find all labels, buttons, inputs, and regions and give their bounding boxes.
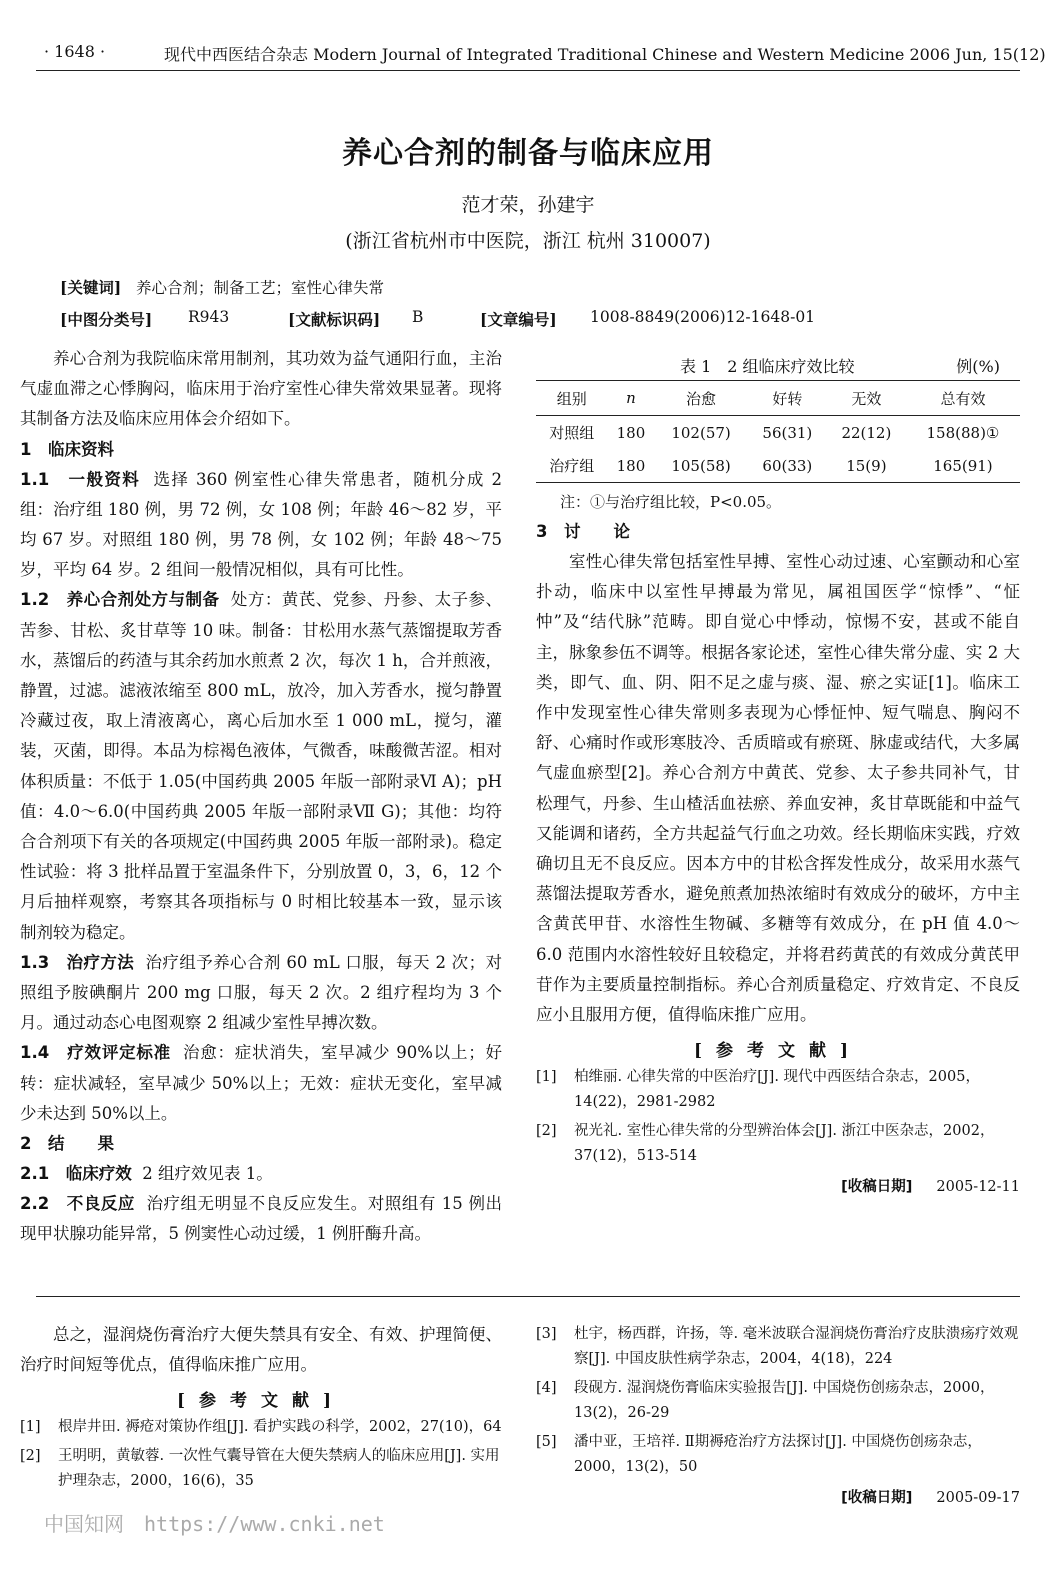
article-separator — [36, 1296, 1020, 1297]
keywords-label: [关键词] — [60, 278, 122, 297]
class-label: [中图分类号] — [60, 310, 153, 329]
table-header-row — [536, 381, 1020, 416]
header-rule — [36, 70, 1020, 71]
article-no: 1008-8849(2006)12-1648-01 — [590, 308, 816, 326]
section-2-heading: 2 结 果 — [20, 1134, 114, 1154]
table-cell: 对照组 — [549, 424, 595, 442]
reference-item: [1] 根岸井田. 褥疮对策协作组[J]. 看护实践の科学，2002，27(10)，64 — [20, 1419, 502, 1436]
conclusion-paragraph: 总之，湿润烧伤膏治疗大便失禁具有安全、有效、护理简便、治疗时间短等优点，值得临床推广应用。 — [20, 1325, 502, 1375]
section-1-1: 1.1 一般资料 选择 360 例室性心律失常患者，随机分成 2 组：治疗组 180 例，男 72 例，女 108 例；年龄 46～82 岁，平均 67 岁。对照组 180 例，男 78 例，女 102 例；年龄 48～75 岁，平均 64 岁。2 组间一般情况相似，具有可比性。 — [20, 469, 502, 580]
class-value: R943 — [188, 308, 230, 326]
section-1-4: 1.4 疗效评定标准 治愈：症状消失，室早减少 90%以上；好转：症状减轻，室早减少 50%以上；无效：症状无变化，室早减少未达到 50%以上。 — [20, 1043, 502, 1123]
table-cell: 60(33) — [748, 449, 827, 483]
received-date: [收稿日期] 2005-09-17 — [841, 1490, 1020, 1506]
col-cured: 治愈 — [654, 381, 748, 416]
results-table — [536, 380, 1020, 483]
table-cell: 102(57) — [671, 423, 731, 442]
table-note: 注：①与治疗组比较，P<0.05。 — [560, 493, 782, 511]
col-n: n — [608, 381, 655, 416]
table-row — [536, 449, 1020, 483]
discussion-paragraph: 室性心律失常包括室性早搏、室性心动过速、心室颤动和心室扑动，临床中以室性早搏最为常见，属祖国医学“惊悸”、“怔忡”及“结代脉”范畴。即自觉心中悸动，惊惕不安，甚或不能自主，脉象参伍不调等。根据各家论述，室性心律失常分虚、实 2 大类，即气、血、阴、阳不足之虚与痰、湿、瘀之实证[1]。临床工作中发现室性心律失常则多表现为心悸怔忡、短气喘息、胸闷不舒、心痛时作或形寒肢冷、舌质暗或有瘀斑、脉虚或结代，大多属气虚血瘀型[2]。养心合剂方中黄芪、党参、太子参共同补气，甘松理气，丹参、生山楂活血祛瘀、养血安神，炙甘草既能和中益气又能调和诸药，全方共起益气行血之功效。经长期临床实践，疗效确切且无不良反应。因本方中的甘松含挥发性成分，故采用水蒸气蒸馏法提取芳香水，避免煎煮加热浓缩时有效成分的破坏，方中主含黄芪甲苷、水溶性生物碱、多糖等有效成分，在 pH 值 4.0～6.0 范围内水溶性较好且较稳定，并将君药黄芪的有效成分黄芪甲苷作为主要质量控制指标。养心合剂质量稳定、疗效肯定、不良反应小且服用方便，值得临床推广应用。 — [536, 552, 1020, 1025]
section-2-2: 2.2 不良反应 治疗组无明显不良反应发生。对照组有 15 例出现甲状腺功能异常，5 例窦性心动过缓，1 例肝酶升高。 — [20, 1194, 502, 1244]
affiliation: (浙江省杭州市中医院，浙江 杭州 310007) — [345, 230, 711, 252]
keywords: 养心合剂；制备工艺；室性心律失常 — [135, 279, 384, 297]
table-cell: 180 — [616, 423, 646, 442]
reference-item: [2] 祝光礼. 室性心律失常的分型辨治体会[J]. 浙江中医杂志，2002，37(12)，513-514 — [536, 1123, 995, 1165]
table-cell: 15(9) — [827, 449, 906, 483]
article-title: 养心合剂的制备与临床应用 — [342, 136, 714, 171]
authors: 范才荣，孙建宇 — [461, 194, 595, 216]
table-cell: 22(12) — [841, 423, 892, 442]
running-header — [36, 42, 1046, 72]
table-cell: 158(88)① — [926, 423, 1000, 442]
reference-item: [5] 潘中亚，王培祥. Ⅱ期褥疮治疗方法探讨[J]. 中国烧伤创疡杂志，2000，13(2)，50 — [536, 1434, 982, 1475]
col-group: 组别 — [536, 381, 608, 416]
table-title: 表 1 2 组临床疗效比较 — [680, 357, 855, 376]
cnki-watermark[interactable]: 中国知网 https://www.cnki.net — [44, 1512, 385, 1536]
intro-paragraph: 养心合剂为我院临床常用制剂，其功效为益气通阳行血，主治气虚血滞之心悸胸闷，临床用于治疗室性心律失常效果显著。现将其制备方法及临床应用体会介绍如下。 — [20, 349, 502, 429]
table-unit: 例(%) — [956, 357, 1000, 376]
col-improved: 好转 — [748, 381, 827, 416]
section-1-heading: 1 临床资料 — [20, 439, 114, 459]
section-1-2: 1.2 养心合剂处方与制备 处方：黄芪、党参、丹参、太子参、苦参、甘松、炙甘草等 10 味。制备：甘松用水蒸气蒸馏提取芳香水，蒸馏后的药渣与其余药加水煎煮 2 次，每次 1 h，合并煎液，静置，过滤。滤液浓缩至 800 mL，放冷，加入芳香水，搅匀静置冷藏过夜，取上清液离心，离心后加水至 1 000 mL，搅匀，灌装，灭菌，即得。本品为棕褐色液体，气微香，味酸微苦涩。相对体积质量：不低于 1.05(中国药典 2005 年版一部附录Ⅵ A)；pH 值：4.0～6.0(中国药典 2005 年版一部附录Ⅶ G)；其他：均符合合剂项下有关的各项规定(中国药典 2005 年版一部附录)。稳定性试验：将 3 批样品置于室温条件下，分别放置 0，3，6，12 个月后抽样观察，考察其各项指标与 0 时相比较基本一致，显示该制剂较为稳定。 — [20, 590, 502, 942]
col-total-effective: 总有效 — [906, 381, 1020, 416]
table-cell: 165(91) — [906, 449, 1020, 483]
table-caption — [536, 350, 1020, 380]
right-column — [536, 350, 1020, 1196]
table-cell: 治疗组 — [536, 449, 608, 483]
table-cell: 180 — [608, 449, 655, 483]
journal-title: 现代中西医结合杂志 Modern Journal of Integrated Traditional Chinese and Western Medicine 2006 Jun, 15(12) — [164, 45, 1046, 64]
section-2-1: 2.1 临床疗效 2 组疗效见表 1。 — [20, 1164, 273, 1184]
left-column — [20, 344, 502, 1250]
section-3-heading: 3 讨 论 — [536, 522, 630, 541]
reference-item: [3] 杜宇，杨西群，许扬，等. 毫米波联合湿润烧伤膏治疗皮肤溃疡疗效观察[J]. 中国皮肤性病学杂志，2004，4(18)，224 — [536, 1326, 1019, 1367]
table-row — [536, 416, 1020, 450]
doc-value: B — [412, 308, 424, 326]
references-heading: [参考文献] — [176, 1391, 346, 1412]
section-1-3: 1.3 治疗方法 治疗组予养心合剂 60 mL 口服，每天 2 次；对照组予胺碘酮片 200 mg 口服，每天 2 次。2 组疗程均为 3 个月。通过动态心电图观察 2 组减少室性早搏次数。 — [20, 952, 502, 1033]
references-heading: [参考文献] — [693, 1041, 863, 1062]
keywords-line — [60, 276, 384, 298]
previous-article-left — [20, 1320, 502, 1498]
col-ineffective: 无效 — [827, 381, 906, 416]
reference-item: [2] 王明明，黄敏蓉. 一次性气囊导管在大便失禁病人的临床应用[J]. 实用护理杂志，2000，16(6)，35 — [20, 1448, 500, 1490]
received-date: [收稿日期] 2005-12-11 — [841, 1179, 1020, 1196]
article-no-label: [文章编号] — [480, 310, 557, 329]
table-cell: 56(31) — [762, 423, 813, 442]
reference-item: [4] 段砚方. 湿润烧伤膏临床实验报告[J]. 中国烧伤创疡杂志，2000，13(2)，26-29 — [536, 1380, 995, 1421]
previous-article-right — [536, 1318, 1020, 1507]
table-cell: 105(58) — [654, 449, 748, 483]
page-number: · 1648 · — [44, 42, 106, 61]
doc-label: [文献标识码] — [288, 310, 381, 329]
reference-item: [1] 柏维丽. 心律失常的中医治疗[J]. 现代中西医结合杂志，2005，14(22)，2981-2982 — [536, 1069, 980, 1111]
